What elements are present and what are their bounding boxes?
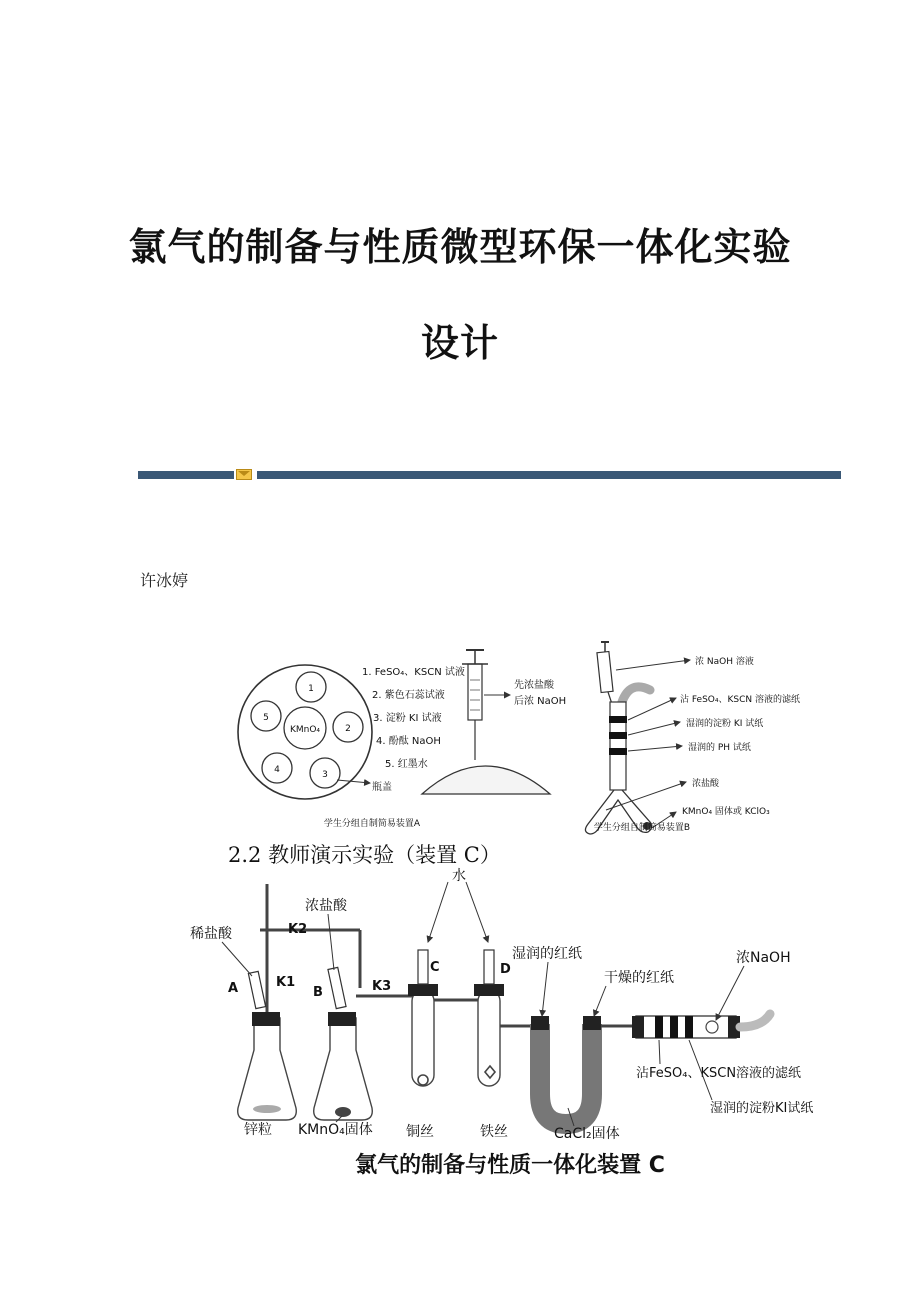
label-d: D [500, 962, 511, 977]
fe-paper-strip [609, 716, 627, 723]
glass-tube-b [610, 702, 626, 790]
exhaust-tube [740, 1014, 770, 1027]
apparatus-b [585, 642, 800, 834]
syringe-conc-hcl [328, 967, 346, 1008]
label-conc-hcl: 浓盐酸 [305, 898, 347, 914]
label-water: 水 [452, 868, 466, 884]
apparatus-b-label-3: 湿润的淀粉 KI 试纸 [686, 719, 764, 729]
tube-c-stopper [408, 984, 438, 996]
envelope-icon [236, 469, 252, 480]
apparatus-b-label-4: 湿润的 PH 试纸 [688, 743, 751, 753]
u-tube-right-stopper [583, 1016, 601, 1030]
label-iron: 铁丝 [480, 1124, 508, 1140]
label-wet-red-paper: 湿润的红纸 [512, 946, 582, 962]
well-5-number: 5 [263, 713, 269, 723]
apparatus-b-label-1: 浓 NaOH 溶液 [695, 657, 754, 667]
well-1-number: 1 [308, 684, 314, 694]
syringe-a-label-2: 后浓 NaOH [514, 696, 567, 707]
syringe-dilute-hcl [248, 971, 265, 1008]
syringe-a [462, 650, 488, 760]
label-dry-red-paper: 干燥的红纸 [604, 970, 674, 986]
apparatus-c [190, 867, 813, 1178]
apparatus-a-label-lid: 瓶盖 [372, 782, 392, 793]
u-tube-left-stopper [531, 1016, 549, 1030]
apparatus-a-caption: 学生分组自制简易装置A [323, 819, 421, 829]
u-tube-cacl2 [540, 1024, 592, 1124]
apparatus-c-caption: 氯气的制备与性质一体化装置 C [355, 1153, 665, 1178]
document-title-line-2: 设计 [420, 320, 499, 365]
label-k1: K1 [276, 975, 296, 990]
kmno4-solid-c [335, 1107, 351, 1117]
experiment-figure [0, 620, 920, 1180]
apparatus-b-label-6: KMnO₄ 固体或 KClO₃ [682, 807, 770, 817]
label-k3: K3 [372, 979, 392, 994]
label-b: B [313, 985, 323, 1000]
zinc-granules [253, 1105, 281, 1113]
syringe-a-label-1: 先浓盐酸 [514, 680, 554, 691]
flask-a-stopper [252, 1012, 280, 1026]
label-cacl2: CaCl₂固体 [554, 1126, 620, 1142]
apparatus-b-caption: 学生分组自制简易装置B [593, 823, 691, 833]
test-tube-d [478, 990, 500, 1086]
syringe-water-d [484, 950, 494, 984]
apparatus-b-label-2: 沾 FeSO₄、KSCN 溶液的滤纸 [680, 695, 800, 705]
kmno4-label: KMnO₄ [289, 725, 321, 735]
well-4-number: 4 [274, 765, 280, 775]
label-conc-naoh: 浓NaOH [736, 950, 791, 966]
label-ki-paper: 湿润的淀粉KI试纸 [710, 1101, 814, 1116]
apparatus-b-label-5: 浓盐酸 [692, 779, 720, 789]
tube-d-stopper [474, 984, 504, 996]
label-k2: K2 [288, 922, 308, 937]
label-c: C [430, 960, 440, 975]
fe-filter-paper [655, 1016, 663, 1038]
well-3-number: 3 [322, 770, 328, 780]
label-copper: 铜丝 [406, 1124, 434, 1140]
section-heading: 2.2 教师演示实验（装置 C） [228, 843, 501, 867]
rubber-tube [622, 687, 650, 702]
syringe-b [597, 642, 613, 704]
apparatus-a-label-3: 3. 淀粉 KI 试液 [373, 713, 442, 724]
apparatus-a-label-2: 2. 紫色石蕊试液 [372, 690, 445, 701]
flask-b-stopper [328, 1012, 356, 1026]
label-dilute-hcl: 稀盐酸 [190, 926, 232, 942]
ph-paper-strip [609, 748, 627, 755]
apparatus-a-label-5: 5. 红墨水 [385, 759, 428, 770]
label-kmno4: KMnO₄固体 [298, 1122, 373, 1138]
apparatus-a-label-4: 4. 酚酞 NaOH [376, 736, 441, 747]
author-name: 许冰婷 [140, 571, 189, 590]
dome-lid [422, 766, 550, 794]
test-tube-c [412, 990, 434, 1086]
label-zinc: 锌粒 [244, 1122, 272, 1138]
header-rule-right [257, 471, 841, 479]
flask-a [238, 1018, 297, 1120]
ki-test-paper [685, 1016, 693, 1038]
syringe-water-c [418, 950, 428, 984]
apparatus-a-label-1: 1. FeSO₄、KSCN 试液 [362, 667, 465, 678]
document-title-line-1: 氯气的制备与性质微型环保一体化实验 [128, 224, 792, 269]
label-a: A [228, 981, 239, 996]
apparatus-a [238, 650, 566, 829]
well-2-number: 2 [345, 724, 351, 734]
flask-b [314, 1018, 373, 1120]
label-fe-paper: 沾FeSO₄、KSCN溶液的滤纸 [636, 1066, 802, 1081]
ki-paper-strip [609, 732, 627, 739]
header-rule-left [138, 471, 234, 479]
